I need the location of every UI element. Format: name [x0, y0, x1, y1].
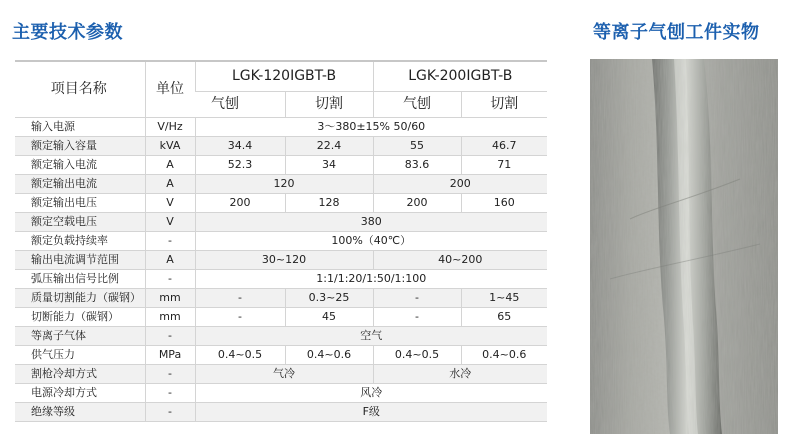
row-value: 200 [195, 193, 285, 212]
row-value: 风冷 [195, 383, 547, 402]
row-unit: - [145, 364, 195, 383]
row-unit: - [145, 402, 195, 421]
row-item-name: 额定空载电压 [15, 212, 145, 231]
row-value: 100%（40℃） [195, 231, 547, 250]
row-value: 128 [285, 193, 373, 212]
row-value: 65 [461, 307, 547, 326]
row-value: 0.4~0.6 [461, 345, 547, 364]
table-row [15, 193, 547, 212]
row-value: 1~45 [461, 288, 547, 307]
table-row [15, 307, 547, 326]
row-value: 83.6 [373, 155, 461, 174]
row-value: 22.4 [285, 136, 373, 155]
row-unit: A [145, 155, 195, 174]
row-item-name: 质量切割能力（碳钢） [15, 288, 145, 307]
table-row [15, 288, 547, 307]
header-item-name: 项目名称 [15, 61, 145, 117]
table-row [15, 383, 547, 402]
header-mode: 气刨 [373, 91, 461, 117]
workpiece-photo [590, 59, 778, 434]
spec-table [15, 60, 547, 422]
workpiece-section-title: 等离子气刨工件实物 [593, 22, 760, 43]
row-unit: V [145, 193, 195, 212]
row-item-name: 输入电源 [15, 117, 145, 136]
header-mode: 切割 [461, 91, 547, 117]
row-item-name: 等离子气体 [15, 326, 145, 345]
row-value: 120 [195, 174, 373, 193]
row-unit: - [145, 231, 195, 250]
row-unit: kVA [145, 136, 195, 155]
row-value: 气冷 [195, 364, 373, 383]
row-item-name: 额定输入电流 [15, 155, 145, 174]
table-row [15, 155, 547, 174]
row-value: 0.4~0.5 [195, 345, 285, 364]
table-row [15, 345, 547, 364]
row-value: 3～380±15% 50/60 [195, 117, 547, 136]
row-unit: mm [145, 288, 195, 307]
table-row [15, 326, 547, 345]
row-value: 52.3 [195, 155, 285, 174]
table-row [15, 364, 547, 383]
row-unit: MPa [145, 345, 195, 364]
row-unit: mm [145, 307, 195, 326]
row-value: 40~200 [373, 250, 547, 269]
row-item-name: 额定输入容量 [15, 136, 145, 155]
table-row [15, 117, 547, 136]
row-value: 0.4~0.5 [373, 345, 461, 364]
row-value: 200 [373, 193, 461, 212]
row-value: 46.7 [461, 136, 547, 155]
header-model-2: LGK-200IGBT-B [373, 61, 547, 91]
header-mode: 气刨 [195, 91, 285, 117]
row-value: 水冷 [373, 364, 547, 383]
row-value: 34.4 [195, 136, 285, 155]
header-unit: 单位 [145, 61, 195, 117]
row-value: 空气 [195, 326, 547, 345]
header-model-1: LGK-120IGBT-B [195, 61, 373, 91]
table-row [15, 402, 547, 421]
row-value: 0.4~0.6 [285, 345, 373, 364]
row-unit: - [145, 383, 195, 402]
row-value: - [373, 288, 461, 307]
row-value: 380 [195, 212, 547, 231]
row-item-name: 切断能力（碳钢） [15, 307, 145, 326]
row-unit: V/Hz [145, 117, 195, 136]
table-row [15, 231, 547, 250]
row-value: - [373, 307, 461, 326]
table-row [15, 269, 547, 288]
row-unit: V [145, 212, 195, 231]
row-value: 200 [373, 174, 547, 193]
row-item-name: 绝缘等级 [15, 402, 145, 421]
row-item-name: 输出电流调节范围 [15, 250, 145, 269]
row-unit: A [145, 174, 195, 193]
row-value: - [195, 288, 285, 307]
row-value: 160 [461, 193, 547, 212]
table-row [15, 136, 547, 155]
row-item-name: 额定输出电压 [15, 193, 145, 212]
row-value: 45 [285, 307, 373, 326]
row-item-name: 额定输出电流 [15, 174, 145, 193]
table-row [15, 174, 547, 193]
header-mode: 切割 [285, 91, 373, 117]
row-value: 1:1/1:20/1:50/1:100 [195, 269, 547, 288]
row-unit: - [145, 269, 195, 288]
row-unit: - [145, 326, 195, 345]
row-value: 0.3~25 [285, 288, 373, 307]
row-unit: A [145, 250, 195, 269]
row-value: 34 [285, 155, 373, 174]
row-value: F级 [195, 402, 547, 421]
spec-section-title: 主要技术参数 [12, 22, 123, 43]
row-item-name: 供气压力 [15, 345, 145, 364]
row-item-name: 额定负载持续率 [15, 231, 145, 250]
row-item-name: 割枪冷却方式 [15, 364, 145, 383]
table-row [15, 250, 547, 269]
table-header-row [15, 61, 547, 91]
row-value: - [195, 307, 285, 326]
row-value: 30~120 [195, 250, 373, 269]
gouged-steel-image [590, 59, 778, 434]
row-value: 71 [461, 155, 547, 174]
table-row [15, 212, 547, 231]
row-item-name: 电源冷却方式 [15, 383, 145, 402]
row-value: 55 [373, 136, 461, 155]
row-item-name: 弧压输出信号比例 [15, 269, 145, 288]
